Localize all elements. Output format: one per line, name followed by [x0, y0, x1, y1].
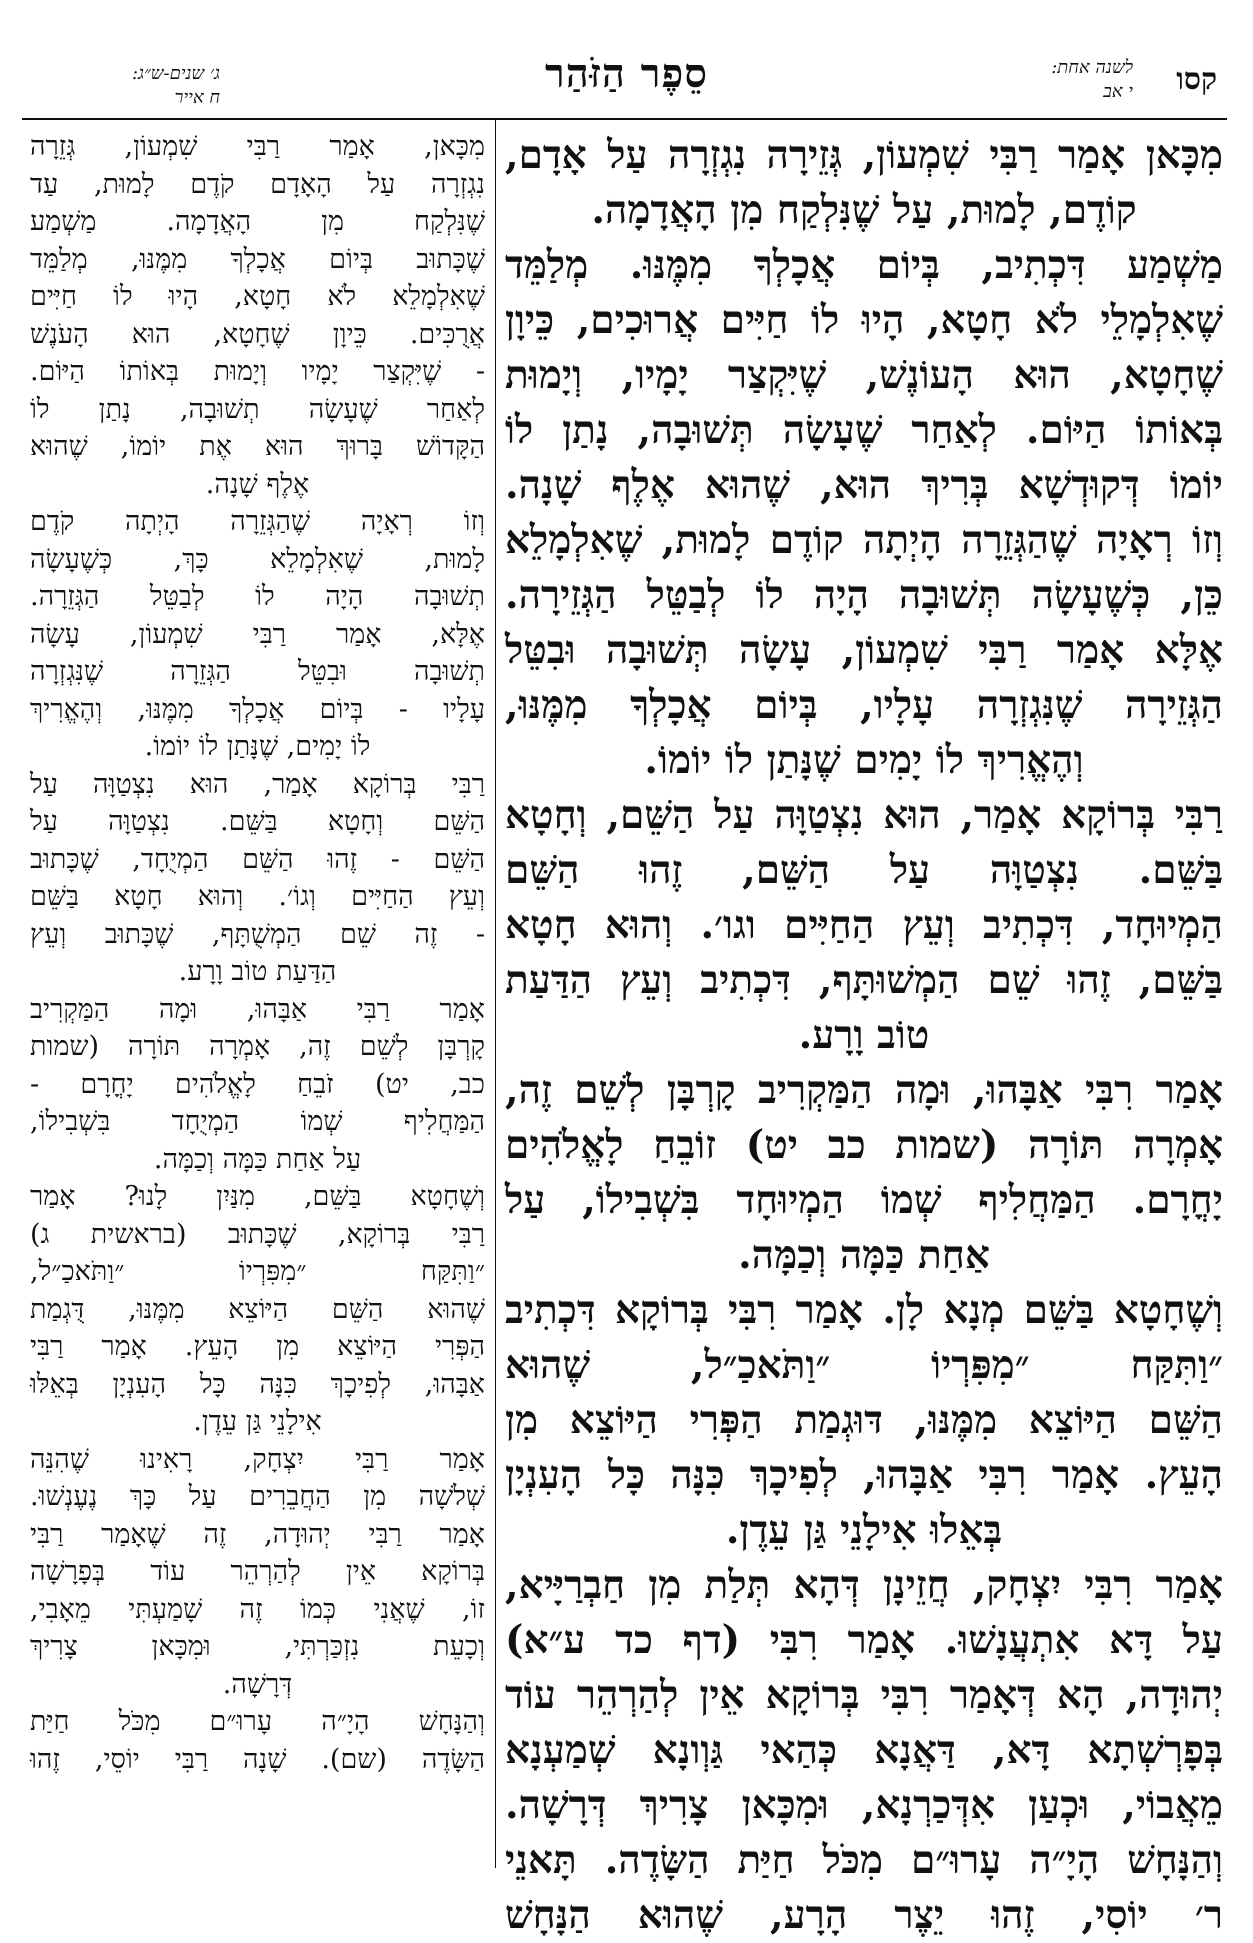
- main-text-line: בְּאוֹתוֹ הַיּוֹם. לְאַחַר שֶׁעָשָׂה תְּשׁוּבָה, נָתַן לוֹ: [505, 407, 1223, 453]
- side-text-line: אִילָנֵי גַּן עֵדֶן.: [193, 1406, 322, 1437]
- side-text-line: בְּרוֹקָא אֵין לְהַרְהֵר עוֹד בְּפָרָשָׁה: [30, 1556, 485, 1587]
- main-text-line: יָחֳרָם. הַמַּחֲלִיף שְׁמוֹ הַמְיוּחָד בִּשְׁבִילוֹ, עַל: [505, 1177, 1223, 1223]
- main-text-line: הַשֵּׁם הַיּוֹצֵא מִמֶּנּוּ, דּוּגְמַת הַפְּרִי הַיּוֹצֵא מִן: [505, 1397, 1223, 1443]
- side-text-line: לָמוּת, שֶׁאִלְמָלֵא כָּךְ, כְּשֶׁעָשָׂה: [30, 543, 485, 575]
- main-text-line: אָמְרָה תּוֹרָה (שמות כב יט) זוֹבֵחַ לָאֱלֹהִים: [505, 1122, 1223, 1168]
- side-text-line: כב, יט) זֹבֵחַ לָאֱלֹהִים יָחֳרָם -: [30, 1068, 485, 1100]
- side-text-line: דְּרָשָׁה.: [222, 1668, 293, 1700]
- page-number: קסו: [1176, 62, 1217, 97]
- side-text-line: שֶׁכָּתוּב בְּיוֹם אֲכָלְךָ מִמֶּנּוּ, מְלַמֵּד: [30, 243, 485, 275]
- side-text-line: תְשׁוּבָה הָיָה לוֹ לְבַטֵּל הַגְּזֵרָה.: [30, 581, 485, 612]
- page-header: [0, 0, 1253, 120]
- side-text-line: אֶלָּא, אָמַר רַבִּי שִׁמְעוֹן, עָשָׂה: [30, 618, 485, 650]
- main-text-line: מַשְׁמַע דִּכְתִיב, בְּיוֹם אֲכָלְךָ מִמֶּנּוּ. מְלַמֵּד: [505, 242, 1223, 288]
- side-text-line: אָמַר רַבִּי יְהוּדָה, זֶה שֶׁאָמַר רַבִּי: [30, 1518, 485, 1550]
- book-title: סֵפֶר הַזֹּהַר: [545, 50, 708, 97]
- main-text-line: הַמְיוּחָד, דִּכְתִיב וְעֵץ הַחַיִּים וגו׳. וְהוּא חָטָא: [505, 902, 1223, 948]
- three-year-schedule: [40, 62, 220, 110]
- side-text-line: הַמַּחֲלִיף שְׁמוֹ הַמְיֻחָד בִּשְׁבִילוֹ,: [30, 1106, 485, 1137]
- side-text-line: זוֹ, שֶׁאֲנִי כְּמוֹ זֶה שָׁמַעְתִּי מֵאָבִי,: [30, 1593, 485, 1625]
- side-text-line: לְאַחַר שֶׁעָשָׂה תְשׁוּבָה, נָתַן לוֹ: [30, 393, 485, 425]
- side-text-line: קָרְבָּן לְשֵׁם זֶה, אָמְרָה תּוֹרָה (שמות: [30, 1031, 485, 1062]
- main-text-line: יְהוּדָה, הָא דְּאָמַר רִבִּי בְּרוֹקָא אֵין לְהַרְהֵר עוֹד: [505, 1672, 1223, 1718]
- column-divider: [495, 118, 496, 1868]
- main-text-line: הָעֵץ. אָמַר רִבִּי אַבָּהוּ, לְפִיכָךְ כִּנָּה כָּל הָעִנְיָן: [505, 1452, 1223, 1498]
- main-text-line: מִכָּאן אָמַר רַבִּי שִׁמְעוֹן, גְּזֵירָה נִגְזְרָה עַל אָדָם,: [505, 132, 1223, 178]
- main-text-line: בַּשֵּׁם. נִצְטַוָּה עַל הַשֵּׁם, זֶהוּ הַשֵּׁם: [505, 847, 1223, 893]
- main-text-line: עַל דָּא אִתְעֲנָשׁוּ. אָמַר רִבִּי (דף כד ע״א): [505, 1617, 1223, 1663]
- side-text-line: אַבָּהוּ, לְפִיכָךְ כִּנָּה כָּל הָעִנְיָן בְּאֵלּוּ: [30, 1368, 485, 1400]
- side-text-line: וְכָעֵת נִזְכַּרְתִּי, וּמִכָּאן צָרִיךְ: [30, 1631, 485, 1662]
- side-text-line: שֶׁאִלְמָלֵא לֹא חָטָא, הָיוּ לוֹ חַיִּים: [30, 281, 485, 312]
- three-year-date: ח אייר: [174, 87, 220, 108]
- main-text-line: אָמַר רִבִּי יִצְחָק, חֲזֵינָן דְּהָא תְּלַת מִן חַבְרַיָּיא,: [505, 1562, 1223, 1608]
- header-rule: [22, 118, 1227, 120]
- main-text-line: טוֹב וָרָע.: [798, 1012, 930, 1058]
- main-text-line: וְזוֹ רְאָיָה שֶׁהַגְּזֵרָה הָיְתָה קוֹדֶם לָמוּת, שֶׁאִלְמָלֵא: [505, 517, 1223, 563]
- main-text-line: שֶׁחָטָא, הוּא הָעוֹנֶשׁ, שֶׁיִּקְצַר יָמָיו, וְיָמוּת: [505, 352, 1223, 398]
- three-year-label: ג׳ שנים-ש״ג:: [131, 63, 220, 84]
- main-text-line: וְהַנָּחָשׁ הָיָ״ה עָרוּ״ם מִכֹּל חַיַּת הַשָּׂדֶה. תָּאנֵי: [505, 1837, 1223, 1883]
- main-text-line: אֶלָּא אָמַר רַבִּי שִׁמְעוֹן, עָשָׂה תְּשׁוּבָה וּבִטֵּל: [505, 627, 1223, 673]
- side-text-line: אָמַר רַבִּי אַבָּהוּ, וּמָה הַמַּקְרִיב: [30, 993, 485, 1025]
- side-text-line: שֶׁהוּא הַשֵּׁם הַיּוֹצֵא מִמֶּנּוּ, דֻּגְמַת: [30, 1293, 485, 1325]
- main-text-line: שֶׁאִלְמָלֵי לֹא חָטָא, הָיוּ לוֹ חַיִּים אֲרוּכִים, כֵּיוָן: [505, 297, 1223, 343]
- aramaic-hebrew-main-column: [505, 128, 1223, 1938]
- main-text-line: אָמַר רִבִּי אַבָּהוּ, וּמָה הַמַּקְרִיב קָרְבָּן לְשֵׁם זֶה,: [505, 1067, 1223, 1113]
- side-text-line: וְזוֹ רְאָיָה שֶׁהַגְּזֵרָה הָיְתָה קֹדֶם: [30, 506, 485, 537]
- main-text-line: ״וַתִּקַּח ״מִפִּרְיוֹ ״וַתֹּאכַ״ל, שֶׁהוּא: [505, 1342, 1223, 1388]
- side-text-line: מִכָּאן, אָמַר רַבִּי שִׁמְעוֹן, גְּזֵרָה: [30, 131, 485, 162]
- side-text-line: - זֶה שֵׁם הַמְשֻׁתָּף, שֶׁכָּתוּב וְעֵץ: [30, 918, 485, 950]
- side-text-line: לוֹ יָמִים, שֶׁנָּתַן לוֹ יוֹמוֹ.: [144, 731, 371, 762]
- side-text-line: הַשֵּׁם וְחָטָא בַּשֵּׁם. נִצְטַוָּה עַל: [30, 806, 485, 837]
- side-text-line: וְשֶׁחָטָא בַּשֵּׁם, מִנַּיִן לָנוּ? אָמַר: [30, 1181, 485, 1212]
- side-text-line: עָלָיו - בְּיוֹם אֲכָלְךָ מִמֶּנּוּ, וְהֶאֱרִיךְ: [30, 693, 485, 725]
- main-text-line: רַבִּי בְּרוֹקָא אָמַר, הוּא נִצְטַוָּה עַל הַשֵּׁם, וְחָטָא: [505, 792, 1223, 838]
- side-text-line: רַבִּי בְּרוֹקָא אָמַר, הוּא נִצְטַוָּה עַל: [30, 768, 485, 800]
- main-text-line: כֵּן, כְּשֶׁעָשָׂה תְּשׁוּבָה הָיָה לוֹ לְבַטֵּל הַגְּזֵירָה.: [505, 572, 1223, 618]
- translation-side-column: [30, 128, 485, 1868]
- side-text-line: אֲרֻכִּים. כֵּיוָן שֶׁחָטָא, הוּא הָעֹנֶשׁ: [30, 318, 485, 350]
- side-text-line: הַשֵּׁם - זֶהוּ הַשֵּׁם הַמְיֻחָד, שֶׁכָּתוּב: [30, 843, 485, 875]
- main-text-line: בַּשֵּׁם, זֶהוּ שֵׁם הַמְשׁוּתָּף, דִּכְתִיב וְעֵץ הַדַּעַת: [505, 957, 1223, 1003]
- side-text-line: נִגְזְרָה עַל הָאָדָם קֹדֶם לָמוּת, עַד: [30, 168, 485, 200]
- one-year-label: לשנה אחת:: [1051, 57, 1133, 78]
- side-text-line: אֶלֶף שָׁנָה.: [205, 468, 310, 500]
- main-text-line: הַגְּזֵירָה שֶׁנִּגְזְרָה עָלָיו, בְּיוֹם אֲכָלְךָ מִמֶּנּוּ,: [505, 682, 1223, 728]
- main-text-line: בְּפָרְשְׁתָא דָּא, דַּאֲנָא כְּהַאי גַּוְונָא שְׁמַעְנָא: [505, 1727, 1223, 1773]
- side-text-line: רַבִּי בְּרוֹקָא, שֶׁכָּתוּב (בראשית ג): [30, 1218, 485, 1250]
- side-text-line: ״וַתִּקַּח ״מִפִּרְיוֹ ״וַתֹּאכַ״ל,: [30, 1256, 485, 1287]
- main-text-line: בְּאֵלוּ אִילָנֵי גַּן עֵדֶן.: [725, 1507, 1003, 1553]
- side-text-line: הַקָּדוֹשׁ בָּרוּךְ הוּא אֶת יוֹמוֹ, שֶׁהוּא: [30, 431, 485, 462]
- side-text-line: עַל אַחַת כַּמָּה וְכַמָּה.: [153, 1143, 362, 1175]
- side-text-line: תְשׁוּבָה וּבִטֵּל הַגְּזֵרָה שֶׁנִּגְזְרָה: [30, 656, 485, 687]
- side-text-line: שֶׁנִּלְקַח מִן הָאֲדָמָה. מַשְׁמַע: [30, 206, 485, 237]
- main-text-line: ר׳ יוֹסִי, זֶהוּ יֵצֶר הָרָע, שֶׁהוּא הַנָּחָשׁ: [505, 1892, 1223, 1938]
- main-text-line: מֵאֲבוֹי, וּכְעַן אִדְּכַרְנָא, וּמִכָּאן צָרִיךְ דְּרָשָׁה.: [505, 1782, 1223, 1828]
- side-text-line: הַשָּׂדֶה (שם). שָׁנָה רַבִּי יוֹסֵי, זֶהוּ: [30, 1743, 485, 1775]
- side-text-line: - שֶׁיִּקְצַר יָמָיו וְיָמוּת בְּאוֹתוֹ הַיּוֹם.: [30, 356, 485, 387]
- side-text-line: הַפְּרִי הַיּוֹצֵא מִן הָעֵץ. אָמַר רַבִּי: [30, 1331, 485, 1362]
- side-text-line: אָמַר רַבִּי יִצְחָק, רָאִינוּ שֶׁהִנֵּה: [30, 1443, 485, 1475]
- side-text-line: וְעֵץ הַחַיִּים וְגוֹ׳. וְהוּא חָטָא בַּשֵּׁם: [30, 881, 485, 912]
- one-year-date: י אב: [1103, 81, 1133, 102]
- main-text-line: אַחַת כַּמָּה וְכַמָּה.: [738, 1232, 990, 1278]
- main-text-line: יוֹמוֹ דְּקוּדְשָׁא בְּרִיךְ הוּא, שֶׁהוּא אֶלֶף שָׁנָה.: [505, 462, 1223, 508]
- main-text-line: קוֹדֶם, לָמוּת, עַל שֶׁנִּלְקַח מִן הָאֲדָמָה.: [591, 187, 1137, 233]
- main-text-line: וְהֶאֱרִיךְ לוֹ יָמִים שֶׁנָּתַן לוֹ יוֹמוֹ.: [644, 737, 1084, 783]
- main-text-line: וְשֶׁחָטָא בַּשֵּׁם מְנָא לָן. אָמַר רִבִּי בְּרוֹקָא דִּכְתִיב: [505, 1287, 1223, 1333]
- side-text-line: הַדַּעַת טוֹב וָרָע.: [178, 956, 337, 987]
- side-text-line: שְׁלֹשָׁה מִן הַחֲבֵרִים עַל כָּךְ נֶעֶנְשׁוּ.: [30, 1481, 485, 1512]
- side-text-line: וְהַנָּחָשׁ הָיָ״ה עָרוּ״ם מִכֹּל חַיַּת: [30, 1706, 485, 1737]
